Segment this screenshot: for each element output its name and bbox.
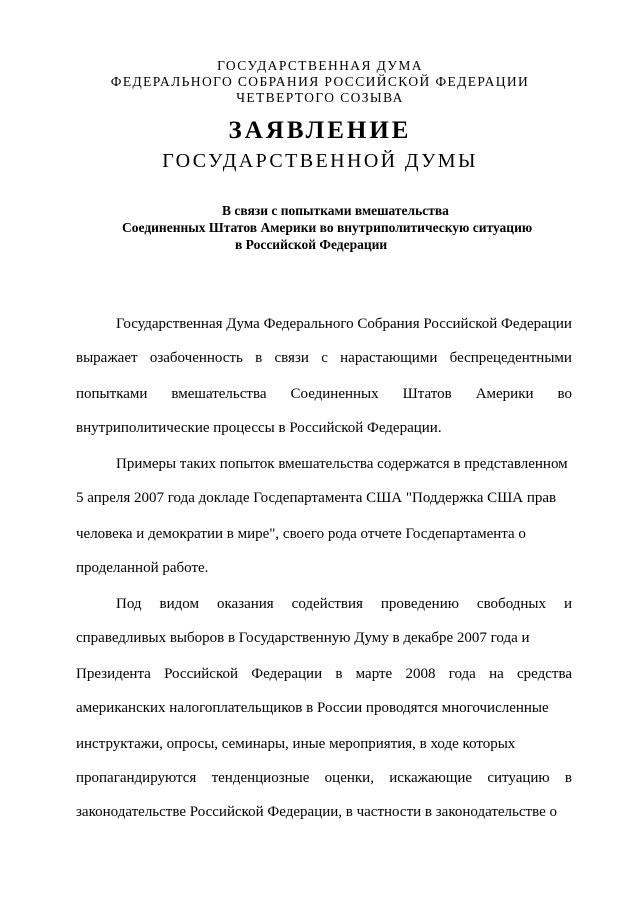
p2-line-2: 5 апреля 2007 года докладе Госдепартамента США "Поддержка США прав (76, 490, 557, 506)
p1-line-1: Государственная Дума Федерального Собрания Российской Федерации (116, 316, 572, 332)
document-title: ЗАЯВЛЕНИЕ (228, 117, 412, 144)
header-federal-assembly: ФЕДЕРАЛЬНОГО СОБРАНИЯ РОССИЙСКОЙ ФЕДЕРАЦИИ (110, 74, 530, 89)
subject-line-1: В связи с попытками вмешательства (222, 203, 449, 218)
p1-line-3: попытками вмешательства Соединенных Штатов Америки во (76, 386, 572, 402)
p3-line-3: Президента Российской Федерации в марте 2008 года на средства (76, 666, 572, 682)
p3-line-5: инструктажи, опросы, семинары, иные мероприятия, в ходе которых (76, 736, 516, 752)
p2-line-4: проделанной работе. (76, 560, 209, 576)
p3-line-1: Под видом оказания содействия проведению свободных и (116, 596, 572, 612)
p3-line-7: законодательстве Российской Федерации, в частности в законодательстве о (76, 804, 558, 820)
document-subtitle: ГОСУДАРСТВЕННОЙ ДУМЫ (162, 150, 478, 172)
p1-line-2: выражает озабоченность в связи с нарастающими беспрецедентными (76, 350, 572, 366)
p2-line-1: Примеры таких попыток вмешательства содержатся в представленном (116, 456, 568, 472)
header-convocation: ЧЕТВЕРТОГО СОЗЫВА (236, 90, 404, 105)
header-duma: ГОСУДАРСТВЕННАЯ ДУМА (217, 58, 423, 73)
p3-line-2: справедливых выборов в Государственную Думу в декабре 2007 года и (76, 630, 530, 646)
p1-line-4: внутриполитические процессы в Российской Федерации. (76, 420, 442, 436)
subject-line-3: в Российской Федерации (235, 237, 388, 252)
subject-line-2: Соединенных Штатов Америки во внутриполитическую ситуацию (122, 220, 533, 235)
p3-line-4: американских налогоплательщиков в России проводятся многочисленные (76, 700, 549, 716)
p2-line-3: человека и демократии в мире", своего рода отчете Госдепартамента о (76, 526, 526, 542)
p3-line-6: пропагандируются тенденциозные оценки, искажающие ситуацию в (76, 770, 572, 786)
